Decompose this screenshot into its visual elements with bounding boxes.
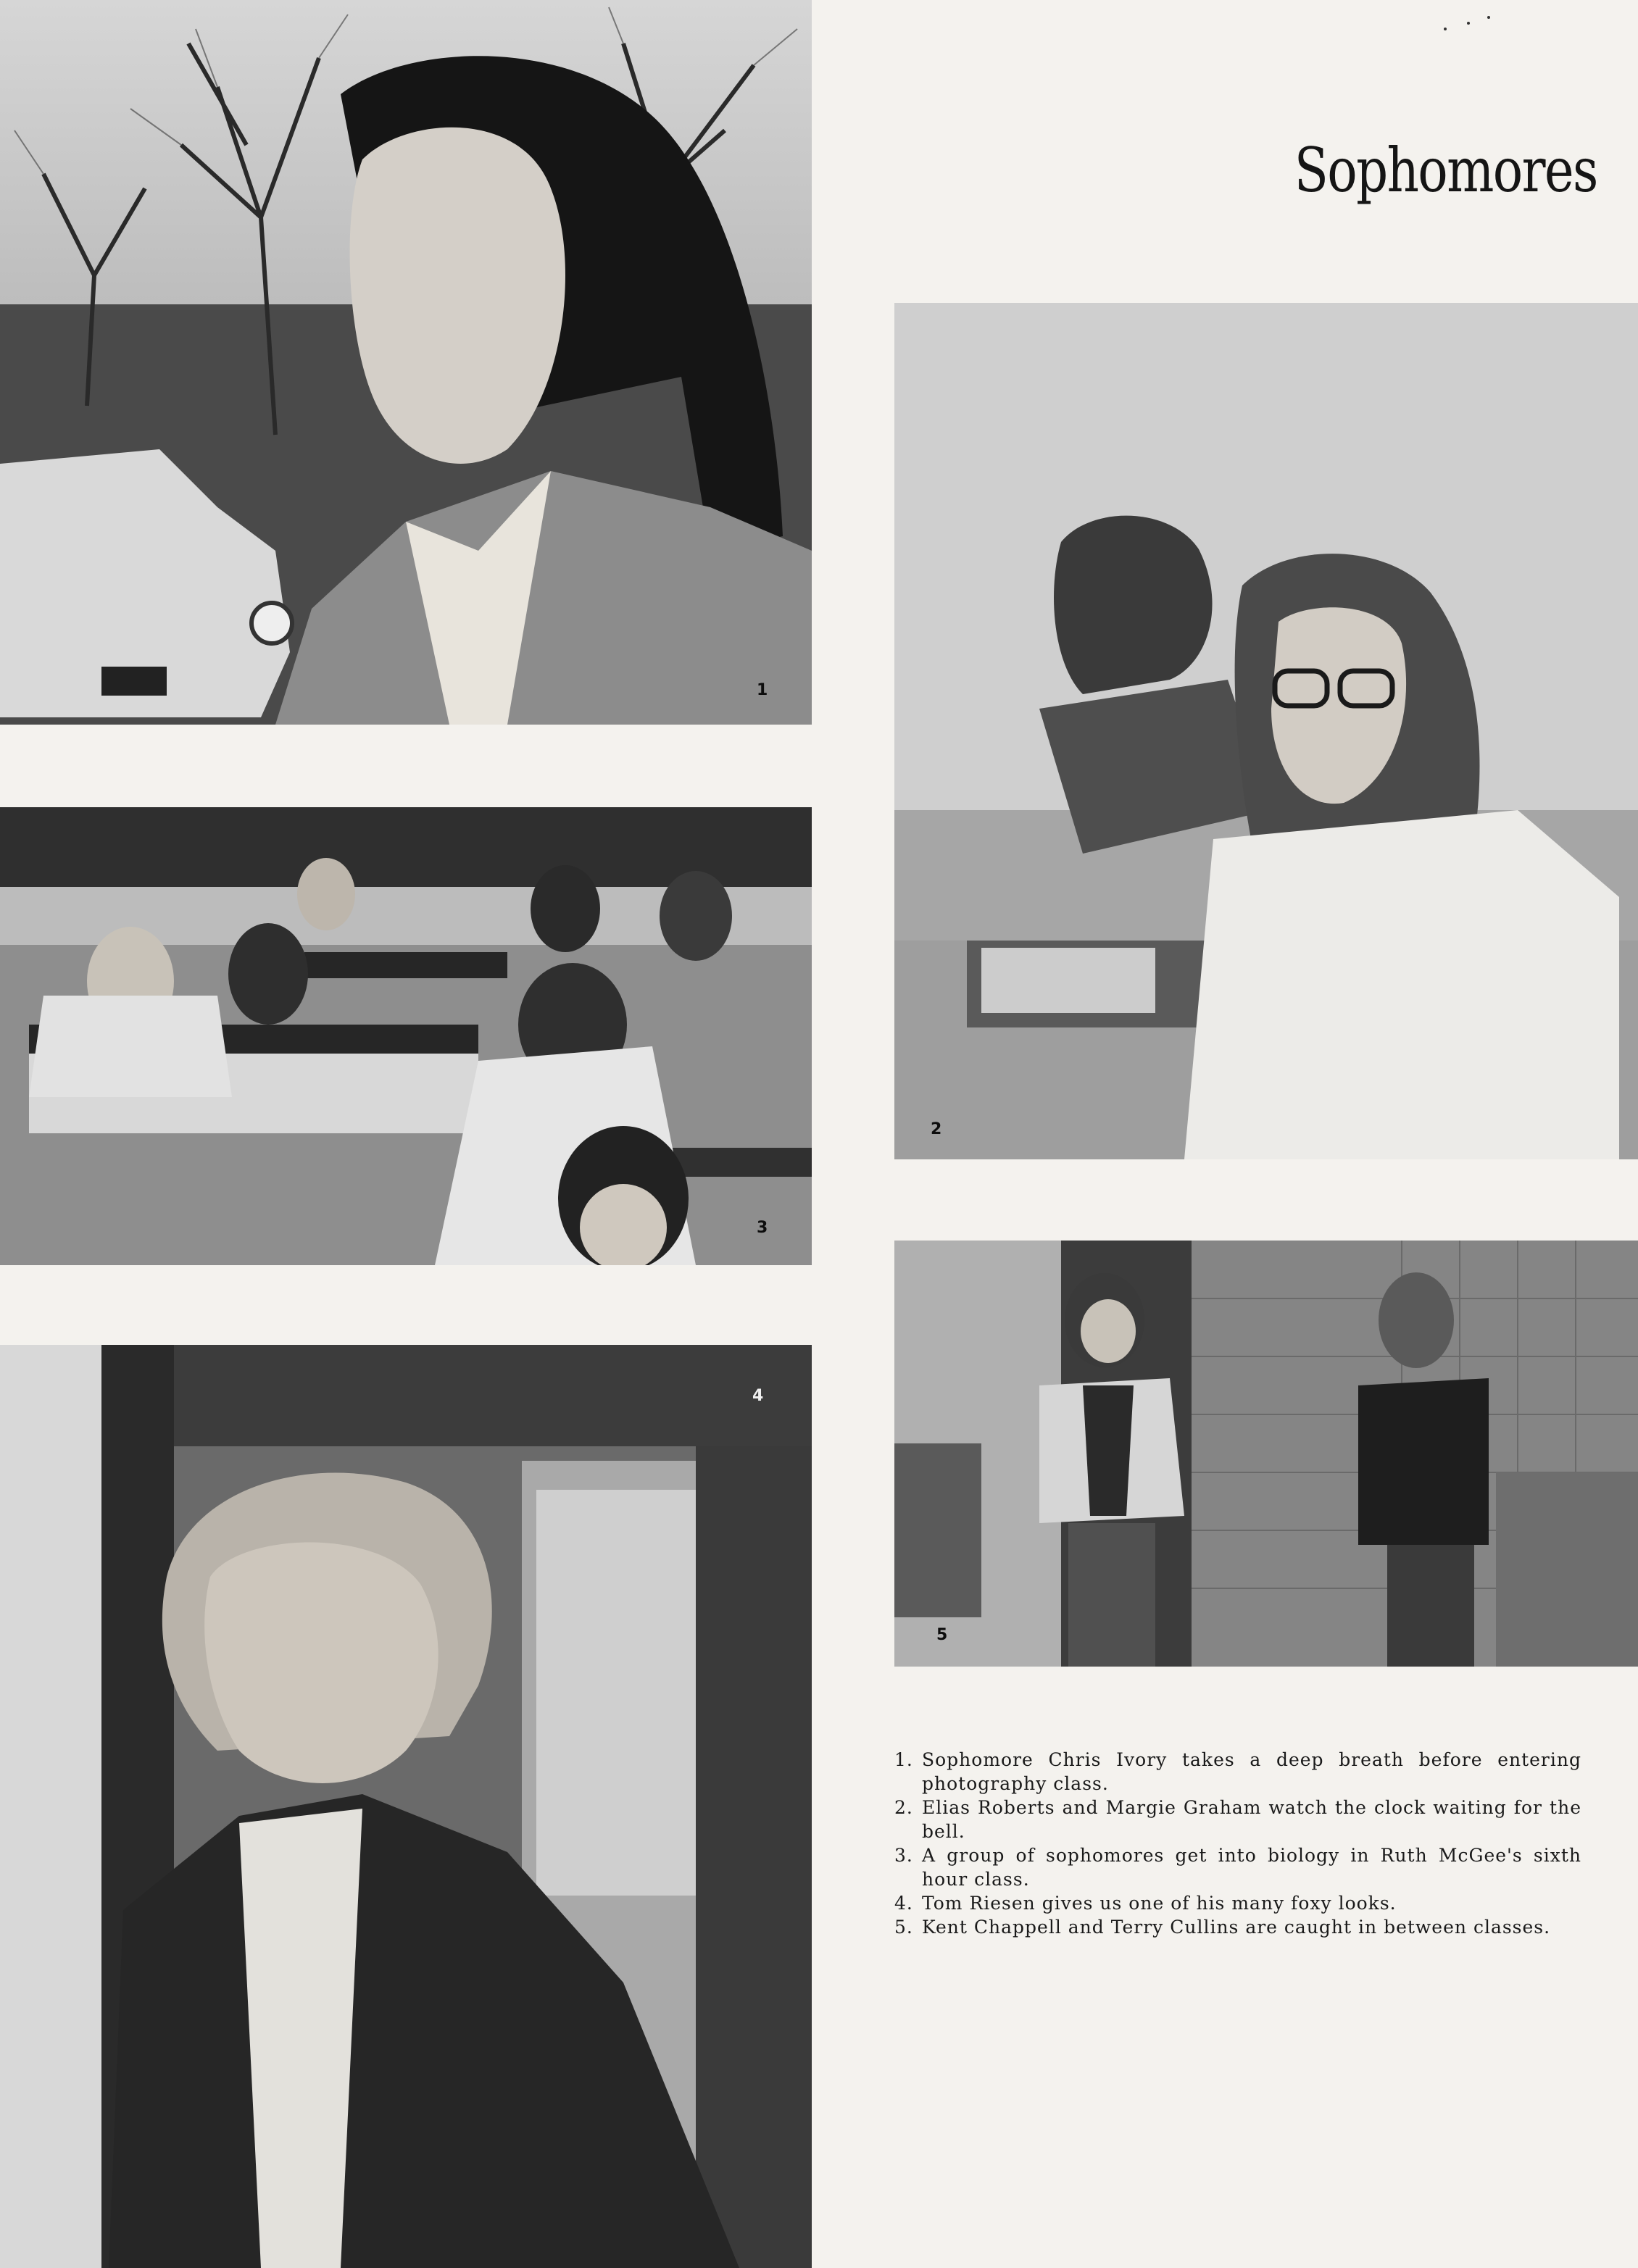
caption-text: Kent Chappell and Terry Cullins are caught in between classes. bbox=[922, 1917, 1551, 1938]
print-speck bbox=[1487, 16, 1490, 19]
caption-item bbox=[894, 1796, 1581, 1843]
caption-number: 4. bbox=[894, 1893, 913, 1914]
caption-number: 5. bbox=[894, 1917, 913, 1938]
page-title: Sophomores bbox=[1294, 135, 1597, 206]
photo-captions bbox=[894, 1748, 1581, 1939]
photo-3 bbox=[0, 807, 812, 1265]
photo-2 bbox=[894, 303, 1638, 1159]
print-speck bbox=[1444, 28, 1447, 30]
photo-1-image bbox=[0, 0, 812, 725]
caption-number: 2. bbox=[894, 1797, 913, 1818]
caption-number: 1. bbox=[894, 1749, 913, 1770]
caption-number: 3. bbox=[894, 1845, 913, 1866]
caption-item bbox=[894, 1891, 1581, 1915]
photo-number: 5 bbox=[936, 1626, 948, 1644]
caption-item bbox=[894, 1843, 1581, 1891]
print-speck bbox=[1467, 22, 1470, 25]
photo-5-image bbox=[894, 1241, 1638, 1667]
photo-1 bbox=[0, 0, 812, 725]
photo-number: 4 bbox=[752, 1387, 764, 1405]
photo-3-image bbox=[0, 807, 812, 1265]
photo-4 bbox=[0, 1345, 812, 2268]
caption-item bbox=[894, 1915, 1581, 1939]
caption-text: A group of sophomores get into biology in Ruth McGee's sixth hour class. bbox=[922, 1845, 1581, 1890]
photo-number: 3 bbox=[757, 1219, 768, 1237]
photo-5 bbox=[894, 1241, 1638, 1667]
caption-text: Elias Roberts and Margie Graham watch the clock waiting for the bell. bbox=[922, 1797, 1581, 1842]
photo-number: 2 bbox=[931, 1120, 942, 1138]
photo-number: 1 bbox=[757, 681, 768, 699]
photo-2-image bbox=[894, 303, 1638, 1159]
photo-4-image bbox=[0, 1345, 812, 2268]
caption-item bbox=[894, 1748, 1581, 1796]
caption-text: Tom Riesen gives us one of his many foxy looks. bbox=[922, 1893, 1397, 1914]
caption-text: Sophomore Chris Ivory takes a deep breath before entering photography class. bbox=[922, 1749, 1581, 1794]
